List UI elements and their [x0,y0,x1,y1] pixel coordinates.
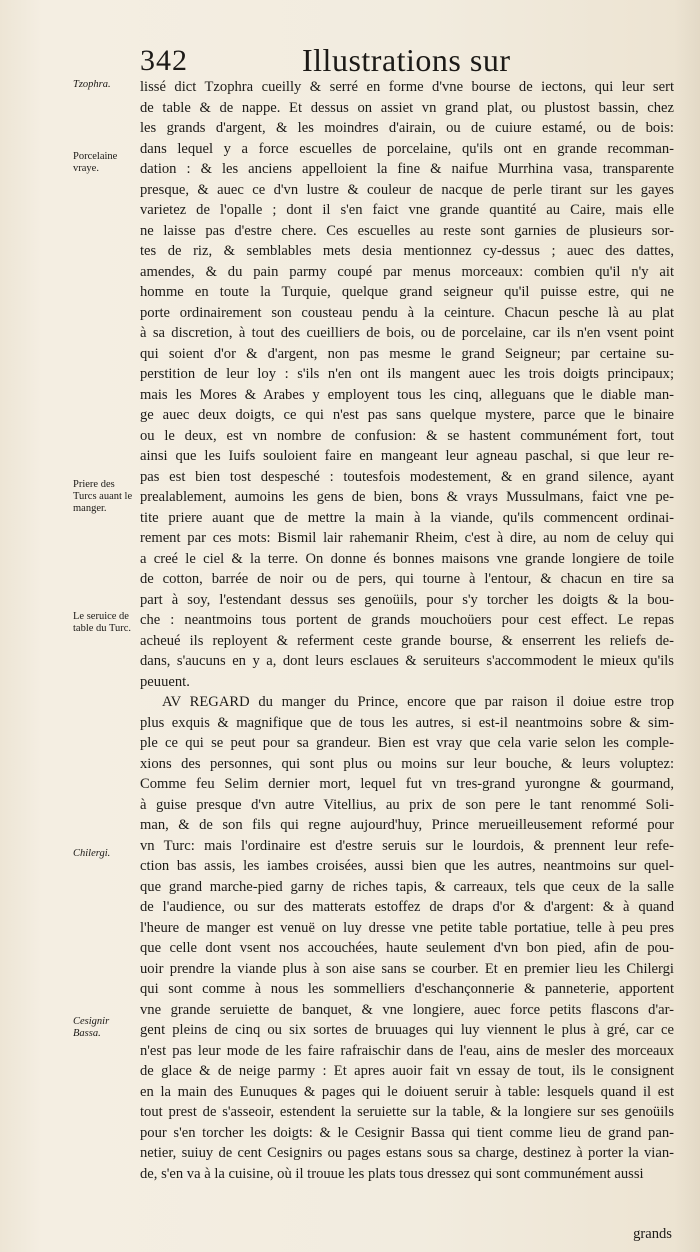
text-line: ne laisse pas d'estre chere. Ces escuelles au reste sont garnies de plusieurs sor- [140,222,674,239]
text-line: peuuent. [140,673,190,690]
text-line: xions des personnes, qui sont plus ou moins sur leur bouche, & leurs voluptez: [140,755,674,772]
text-line: AV REGARD du manger du Prince, encore que par raison il doiue estre trop [162,694,674,710]
text-line: pas est bien tost despesché : toutesfois modestement, & en grand silence, ayant [140,468,674,485]
margin-note-priere: Priere des Turcs auant le manger. [73,479,133,514]
text-line: presque, & auec ce d'vn lustre & couleur de nacque de perle tirant sur les gayes [140,181,674,198]
text-line: perstition de leur loy : s'ils n'en ont ils mangent auec les trois doigts principaux; [140,366,674,382]
text-line: que celle dont vsent nos accouchées, haute seulement d'vn bon pied, afin de pou- [140,940,674,956]
text-line: homme en toute la Turquie, quelque grand seigneur qu'il puisse estre, qui ne [140,284,674,300]
text-line: l'heure de manger est venuë on luy dresse vne petite table portatiue, telle à peu pres [140,919,674,936]
text-line: à guise presque d'vn autre Vitellius, au prix de son pere le tant renommé Soli- [140,796,674,813]
page-header [140,40,680,80]
text-line: pour s'en torcher les doigts: & le Cesignir Bassa qui tient comme lieu de grand pan- [140,1124,674,1141]
text-line: tes de riz, & semblables mets desia mentionnez cy-dessus ; auec des dattes, [140,243,674,259]
text-line: rement par ces mots: Bismil lair rahemanir Rheim, c'est à dire, au nom de celuy qui [140,530,674,546]
text-line: amendes, & du pain parmy coupé par menus morceaux: combien qu'il n'y ait [140,263,674,280]
text-line: de table & de nappe. Et dessus on assiet vn grand plat, ou plustost bassin, chez [140,99,674,116]
margin-note-tzophra: Tzophra. [73,79,111,90]
text-line: dans, s'aucuns en y a, dont leurs esclaues & seruiteurs s'accommodent le mieux qu'ils [140,653,674,669]
text-line: qui sont comme à nous les sommelliers d'eschançonnerie & panneterie, apportent [140,981,674,997]
body-text [140,77,674,1184]
text-line: man, & de son fils qui regne aujourd'huy, Prince merueilleusement reformé pour [140,817,674,833]
text-line: tout prest de s'asseoir, estendent la seruiette sur la table, & la longiere sur ses genoüils [140,1104,674,1120]
text-line: prealablement, aumoins les gens de bien, bons & vrays Mussulmans, faict vne pe- [140,489,674,505]
text-line: mais les Mores & Arabes y employent tous les cinq, alleguans que le diable man- [140,386,674,403]
text-line: tite priere auant que de mettre la main à la viande, qu'ils commencent ordinai- [140,509,674,526]
margin-note-chilergi: Chilergi. [73,848,111,859]
text-line: dation : & les anciens appelloient la fine & naifue Murrhina vasa, transparente [140,161,674,177]
text-line: gent pleins de cinq ou six sortes de bruuages qui luy viennent le plus à gré, car ce [140,1022,674,1038]
text-line: dans lequel y a force escuelles de porcelaine, qu'ils ont en grande recomman- [140,140,674,157]
text-line: ou le deux, est vn nombre de confusion: & se hastent communément fort, tout [140,427,674,444]
text-line: porte ordinairement son cousteau pendu à la ceinture. Chacun pesche là au plat [140,304,674,321]
text-line: acheué ils reployent & referment ceste grande bourse, & enserrent les reliefs de- [140,632,674,649]
margin-note-cesignir: Cesignir Bassa. [73,1016,110,1039]
text-line: ainsi que les Iuifs souloient faire en mangeant leur agneau paschal, si que leur re- [140,448,674,464]
text-line: ction bas assis, les iambes croisées, aussi bien que les autres, neantmoins sur quel- [140,858,674,874]
margin-note-porcelaine: Porcelaine vraye. [73,151,118,174]
text-line: ple ce qui se peut pour sa grandeur. Bien est vray que cela varie selon les comple- [140,735,674,751]
text-line: qui soient d'or & d'argent, non pas mesme le grand Seigneur; par certaine su- [140,345,674,362]
running-title: Illustrations sur [302,42,511,78]
text-line: netier, suiuy de cent Cesignirs ou pages estans sous sa charge, destinez à porter la vian- [140,1145,674,1161]
page-edge-shadow [674,0,700,1252]
text-line: les grands d'argent, & les moindres d'airain, ou de cuiure estamé, ou de bois: [140,120,674,136]
text-line: ge auec deux doigts, ce qui n'est pas sans quelque mystere, parce que le binaire [140,407,674,423]
text-line: lissé dict Tzophra cueilly & serré en forme d'vne bourse de iectons, qui leur sert [140,79,674,95]
text-line: à sa discretion, à tout des cueilliers de bois, ou de porcelaine, car ils n'en vsent point [140,325,674,341]
text-line: de, s'en va à la cuisine, où il trouue les plats tous dressez qui sont communément aussi [140,1165,644,1182]
text-line: Comme feu Selim dernier mort, lequel fut vn tres-grand yurongne & gourmand, [140,776,674,792]
text-line: en la main des Eunuques & pages qui le doiuent seruir à table: lesquels quand il est [140,1083,674,1100]
text-line: part à soy, l'estendant dessus ses genoüils, pour s'y torcher les doigts & la bou- [140,591,674,608]
text-line: que grand marche-pied garny de riches tapis, & carreaux, tels que ceux de la salle [140,878,674,895]
text-line: a creé le ciel & la terre. On donne és bonnes maisons vne grande longiere de toile [140,550,674,567]
text-line: che : neantmoins tous portent de grands mouchoüers pour cest effect. Le repas [140,612,674,628]
catchword: grands [633,1226,672,1242]
margin-note-seruice: Le seruice de table du Turc. [73,611,132,634]
text-line: de l'audience, ou sur des matterats estoffez de draps d'or & d'argent: & à quand [140,899,674,915]
text-line: de cotton, barrée de noir ou de pers, qui tourne à l'entour, & chacun en tire sa [140,571,674,587]
text-line: n'est pas leur mode de les faire rafraischir dans de l'eau, ains de mesler des morceaux [140,1042,674,1059]
text-line: plus exquis & magnifique que de tous les autres, si est-il neantmoins sobre & sim- [140,714,674,731]
text-line: uoir prendre la viande plus à son aise sans se courber. Et en premier lieu les Chilergi [140,960,674,977]
text-line: varietez de l'opalle ; dont il s'en faict vne grande quantité au Caire, mais elle [140,202,674,218]
text-line: de glace & de neige parmy : Et apres auoir fait vn essay de tout, ils le consignent [140,1063,674,1079]
page-number: 342 [140,44,188,77]
text-line: vn Turc: mais l'ordinaire est d'estre seruis sur le lourdois, & prennent leur refe- [140,837,674,854]
text-line: vne grande seruiette de banquet, & vne longiere, auec force petits flascons d'ar- [140,1001,674,1018]
